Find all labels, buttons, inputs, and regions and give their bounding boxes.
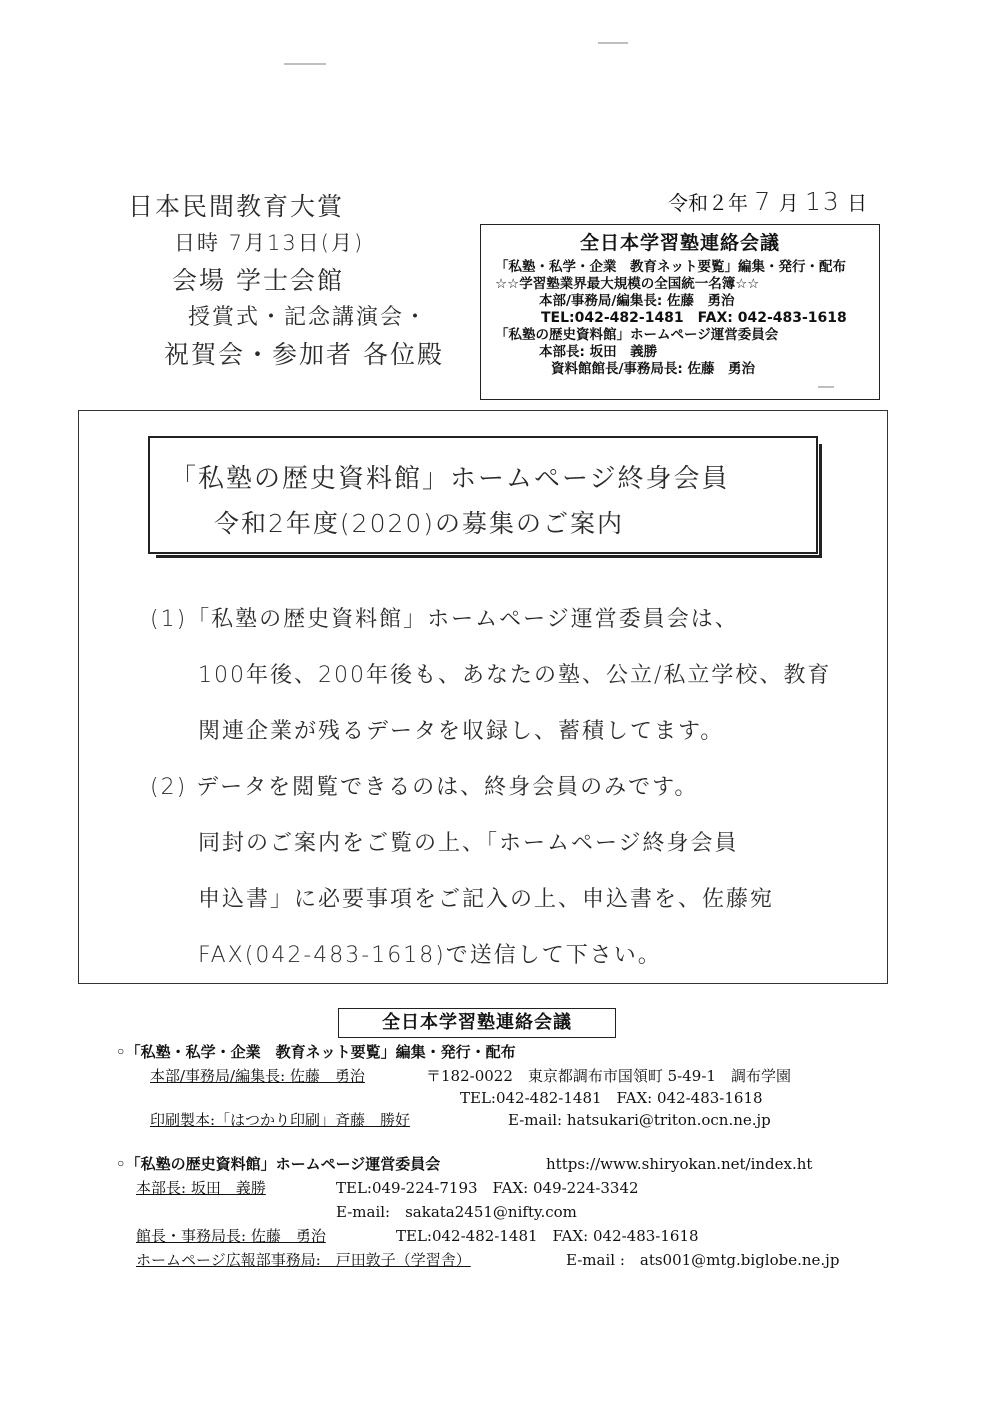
footer-tel: TEL:042-482-1481 FAX: 042-483-1618 [460, 1089, 763, 1107]
notice-title-line: 令和2年度(2020)の募集のご案内 [214, 509, 625, 538]
date-month: 7 [754, 187, 773, 216]
notice-body [150, 592, 870, 984]
footer-role: 本部/事務局/編集長: 佐藤 勇治 [150, 1067, 365, 1085]
org-line: 本部長: 坂田 義勝 [539, 344, 658, 360]
footer-role: 館長・事務局長: 佐藤 勇治 [136, 1227, 326, 1245]
body-line: (1)「私塾の歴史資料館」ホームページ運営委員会は、 [150, 607, 739, 632]
footer-address: 〒182-0022 東京都調布市国領町 5-49-1 調布学園 [426, 1067, 791, 1085]
footer-printer: 印刷製本:「はつかり印刷」斉藤 勝好 [150, 1111, 411, 1129]
body-line: 同封のご案内をご覧の上、「ホームページ終身会員 [198, 831, 739, 856]
org-line: 「私塾の歴史資料館」ホームページ運営委員会 [495, 327, 779, 343]
organization-title: 全日本学習塾連絡会議 [579, 232, 780, 254]
date-day: 13 [804, 187, 841, 216]
footer-tel: TEL:049-224-7193 FAX: 049-224-3342 [336, 1179, 639, 1197]
date-day-unit: 日 [847, 191, 868, 215]
footer-section-heading: ◦「私塾・私学・企業 教育ネット要覧」編集・発行・配布 [116, 1043, 516, 1061]
footer-tel: TEL:042-482-1481 FAX: 042-483-1618 [396, 1227, 699, 1245]
footer-section-heading: ◦「私塾の歴史資料館」ホームページ運営委員会 [116, 1155, 441, 1173]
date-month-unit: 月 [778, 191, 799, 215]
handwritten-line: 祝賀会・参加者 各位殿 [164, 340, 444, 369]
footer-email: E-mail: hatsukari@triton.ocn.ne.jp [508, 1111, 771, 1129]
body-line: FAX(042-483-1618)で送信して下さい。 [198, 943, 662, 968]
scan-mark [284, 63, 326, 65]
org-line: ☆☆学習塾業界最大規模の全国統一名簿☆☆ [495, 276, 760, 292]
footer-url: https://www.shiryokan.net/index.ht [546, 1155, 813, 1173]
notice-title-line: 「私塾の歴史資料館」ホームページ終身会員 [170, 464, 730, 494]
handwritten-line: 日本民間教育大賞 [128, 192, 345, 221]
footer-role: ホームページ広報部事務局: 戸田敦子（学習舎） [136, 1251, 471, 1269]
org-line: 資料館館長/事務局長: 佐藤 勇治 [551, 361, 756, 377]
footer-title: 全日本学習塾連絡会議 [338, 1008, 616, 1038]
body-line: 申込書」に必要事項をご記入の上、申込書を、佐藤宛 [198, 887, 775, 912]
date-prefix: 令和２年 [668, 191, 748, 215]
scan-mark [598, 42, 628, 44]
org-line: 本部/事務局/編集長: 佐藤 勇治 [539, 293, 735, 309]
org-line: TEL:042-482-1481 FAX: 042-483-1618 [541, 310, 847, 326]
footer-role: 本部長: 坂田 義勝 [136, 1179, 266, 1197]
body-line: (2) データを閲覧できるのは、終身会員のみです。 [150, 775, 699, 800]
handwritten-line: 会場 学士会館 [172, 266, 344, 295]
body-line: 100年後、200年後も、あなたの塾、公立/私立学校、教育 [198, 663, 832, 688]
footer-email: E-mail: sakata2451@nifty.com [336, 1203, 577, 1221]
document-date [668, 187, 867, 216]
organization-box [480, 224, 880, 400]
body-line: 関連企業が残るデータを収録し、蓄積してます。 [198, 719, 725, 744]
handwritten-line: 日時 7月13日(月) [174, 231, 365, 255]
org-line: 「私塾・私学・企業 教育ネット要覧」編集・発行・配布 [495, 259, 846, 275]
footer-email: E-mail : ats001@mtg.biglobe.ne.jp [566, 1251, 840, 1269]
handwritten-line: 授賞式・記念講演会・ [188, 305, 429, 330]
handwritten-header [128, 188, 458, 373]
notice-title-box [148, 436, 818, 554]
